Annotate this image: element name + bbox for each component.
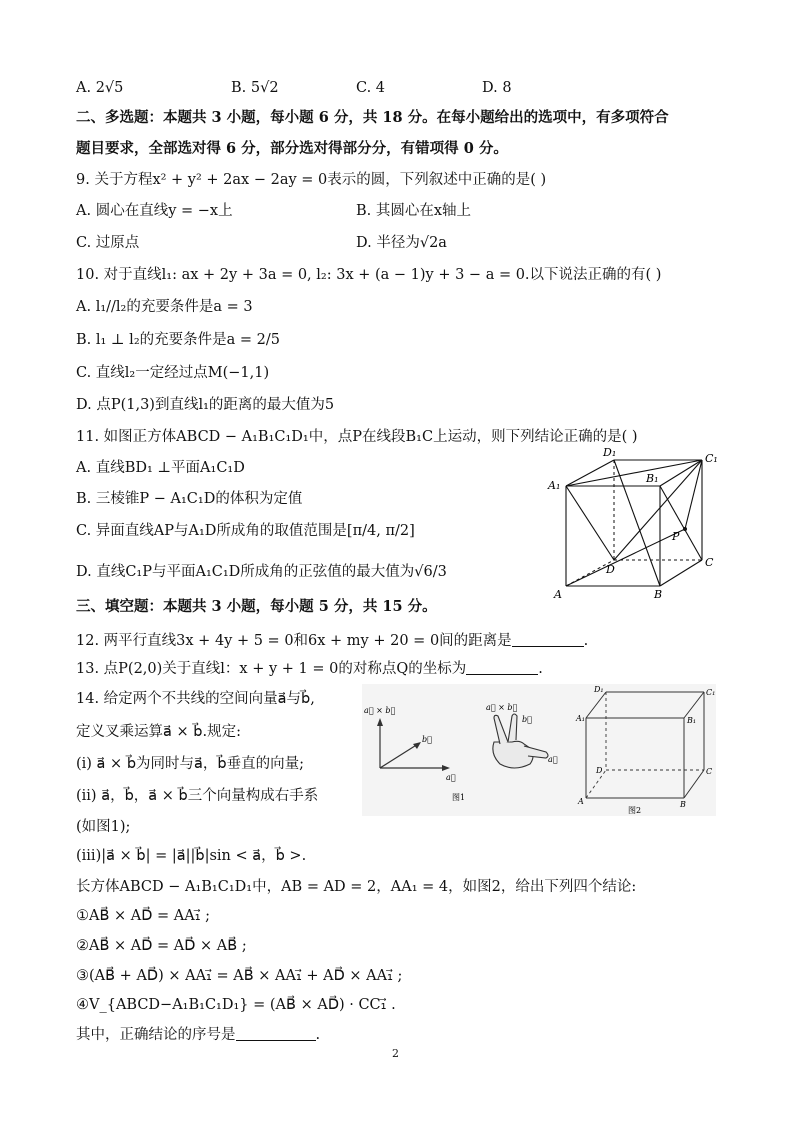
hand-label-axb: a⃗ × b⃗ [486,703,518,712]
fig2-label-b: B [680,800,686,809]
q12-text: 12. 两平行直线3x + 4y + 5 = 0和6x + my + 20 = 0间的距离是 [76,633,512,649]
label-b1: B₁ [646,472,659,485]
edge-a1d1 [566,460,614,486]
hand-label-b: b⃗ [522,715,532,724]
label-p: P [672,530,680,543]
fig1-label-axb: a⃗ × b⃗ [364,706,396,715]
q11-option-a: A. 直线BD₁ ⊥平面A₁C₁D [76,460,245,476]
q9-option-b: B. 其圆心在x轴上 [356,203,472,219]
q12-answer-blank[interactable] [512,632,584,647]
q14-line1: 14. 给定两个不共线的空间向量a⃗与b⃗, [76,691,315,707]
fig2-label-c: C [706,767,713,776]
q14-line2: 定义叉乘运算a⃗ × b⃗.规定: [76,724,241,740]
q14-fig2-box [576,686,716,814]
q9-option-d: D. 半径为√2a [356,235,447,251]
q14-conclusion-1: ①AB⃗ × AD⃗ = AA₁⃗ ; [76,908,211,924]
q11-option-b: B. 三棱锥P − A₁C₁D的体积为定值 [76,491,303,507]
q11-stem: 11. 如图正方体ABCD − A₁B₁C₁D₁中，点P在线段B₁C上运动，则下列结论正确的是( ) [76,429,638,445]
q8-option-c: C. 4 [356,80,386,96]
edge-bc [660,560,702,586]
q14-ask: 其中，正确结论的序号是 [76,1027,236,1043]
fig2-label-b1: B₁ [687,716,697,725]
fig2-label-a1: A₁ [576,714,585,723]
q11-option-d: D. 直线C₁P与平面A₁C₁D所成角的正弦值的最大值为√6/3 [76,564,447,580]
q11-option-c: C. 异面直线AP与A₁D所成角的取值范围是[π/4, π/2] [76,523,415,539]
q14-fig1-hand-icon [480,700,560,780]
q14-line6: (iii)|a⃗ × b⃗| = |a⃗||b⃗|sin < a⃗，b⃗ >. [76,848,307,864]
fig2-label-c1: C₁ [706,688,716,697]
section2-heading: 二、多选题：本题共 3 小题，每小题 6 分，共 18 分。在每小题给出的选项中，有多项符合 [76,109,669,126]
q14-conclusion-3: ③(AB⃗ + AD⃗) × AA₁⃗ = AB⃗ × AA₁⃗ + AD⃗ × AA₁⃗ ; [76,968,403,984]
label-c1: C₁ [705,452,718,465]
fig1-caption: 图1 [452,793,466,802]
q14-conclusion-2: ②AB⃗ × AD⃗ = AD⃗ × AB⃗ ; [76,938,247,954]
label-b: B [654,588,663,601]
q8-option-b: B. 5√2 [231,80,279,96]
q14-line5: (如图1); [76,819,131,835]
q10-stem: 10. 对于直线l₁: ax + 2y + 3a = 0, l₂: 3x + (a − 1)y + 3 − a = 0.以下说法正确的有( ) [76,267,662,283]
q10-option-c: C. 直线l₂一定经过点M(−1,1) [76,365,270,381]
q13-answer-blank[interactable] [466,660,538,675]
q8-option-d: D. 8 [482,80,512,96]
q13-text: 13. 点P(2,0)关于直线l：x + y + 1 = 0的对称点Q的坐标为 [76,661,467,677]
hand-label-a: a⃗ [548,755,558,764]
q14-line4: (ii) a⃗，b⃗，a⃗ × b⃗三个向量构成右手系 [76,788,319,804]
q9-option-a: A. 圆心在直线y = −x上 [76,203,233,219]
label-a1: A₁ [548,479,561,492]
q10-option-a: A. l₁//l₂的充要条件是a = 3 [76,299,253,315]
q8-option-a: A. 2√5 [76,80,124,96]
q13-line [76,659,543,679]
fig2-caption: 图2 [628,806,642,815]
q14-line3: (i) a⃗ × b⃗为同时与a⃗，b⃗垂直的向量; [76,756,304,772]
section3-heading: 三、填空题：本题共 3 小题，每小题 5 分，共 15 分。 [76,598,437,615]
seg-ap [566,529,685,586]
q10-option-b: B. l₁ ⊥ l₂的充要条件是a = 2/5 [76,332,280,348]
fig2-label-d: D [596,766,603,775]
q14-ask-end: . [315,1027,321,1043]
q11-cube-figure [548,442,728,602]
q14-conclusion-4: ④V_{ABCD−A₁B₁C₁D₁} = (AB⃗ × AD⃗) · CC₁⃗ . [76,997,396,1013]
fig2-label-a: A [578,797,584,806]
fig2-label-d1: D₁ [594,685,604,694]
label-d: D [606,563,615,576]
q14-line7: 长方体ABCD − A₁B₁C₁D₁中，AB = AD = 2，AA₁ = 4，如图2，给出下列四个结论: [76,879,637,895]
label-d1: D₁ [603,446,617,459]
diag-b1c [660,486,702,560]
seg-a1d [566,486,614,560]
q12-line [76,631,588,651]
point-p [683,527,687,531]
fig1-label-b: b⃗ [422,735,432,744]
section2-heading-cont: 题目要求，全部选对得 6 分，部分选对得部分分，有错项得 0 分。 [76,140,508,157]
q10-option-d: D. 点P(1,3)到直线l₁的距离的最大值为5 [76,397,335,413]
fig1-label-a: a⃗ [446,773,456,782]
q9-option-c: C. 过原点 [76,235,140,251]
q12-end: . [583,633,589,649]
label-c: C [705,556,714,569]
q14-answer-blank[interactable] [236,1026,316,1041]
label-a: A [554,588,562,601]
q9-stem: 9. 关于方程x² + y² + 2ax − 2ay = 0表示的圆，下列叙述中正确的是( ) [76,172,547,188]
q14-ask-line [76,1025,320,1045]
page-number: 2 [392,1047,399,1060]
q14-fig1-vectors [364,700,470,802]
q13-end: . [538,661,543,677]
